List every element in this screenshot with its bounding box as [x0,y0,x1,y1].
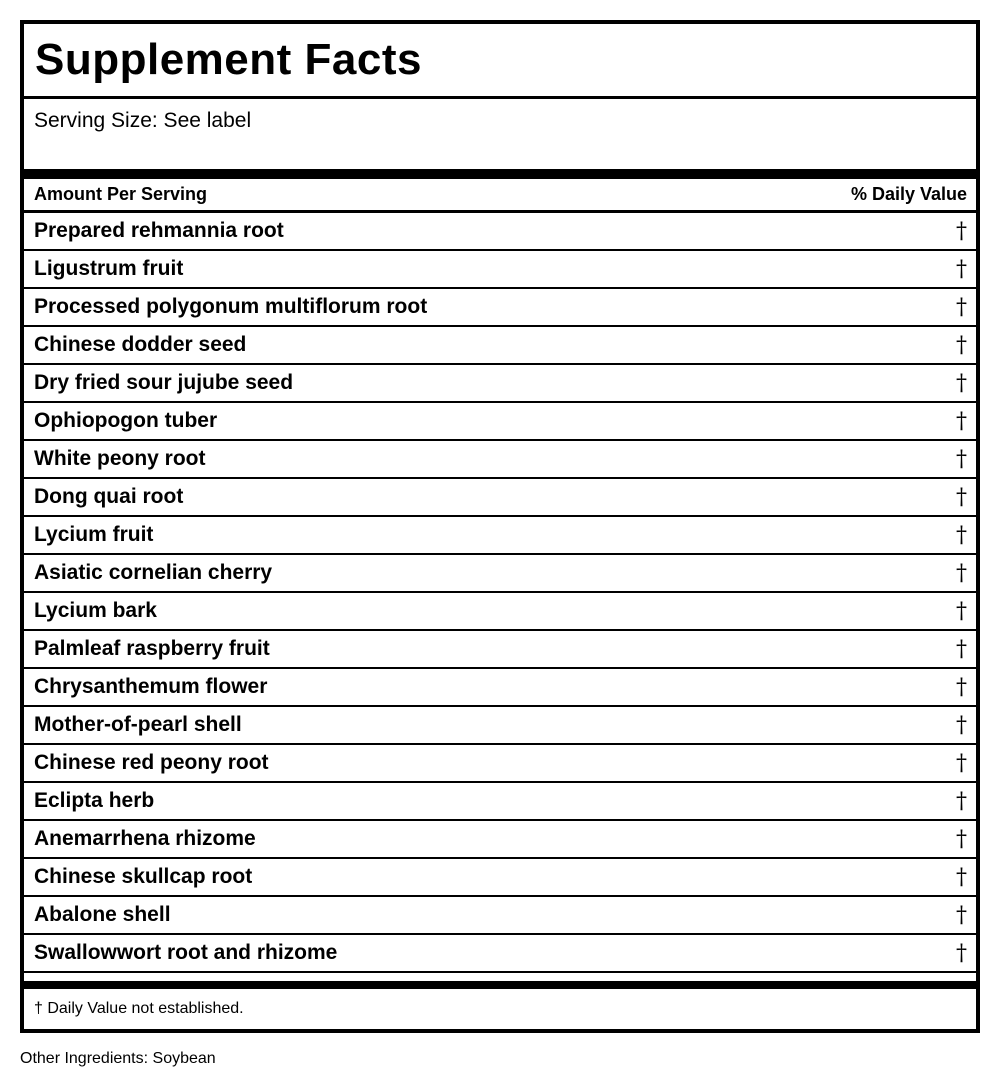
ingredient-row [24,403,976,441]
ingredient-row [24,707,976,745]
daily-value-dagger: † [956,750,967,776]
serving-size: Serving Size: See label [34,109,252,132]
ingredient-row [24,821,976,859]
ingredient-name: Abalone shell [34,903,171,926]
column-header-row [24,179,976,213]
daily-value-dagger: † [956,826,967,852]
ingredient-row [24,631,976,669]
ingredient-name: Eclipta herb [34,789,155,812]
daily-value-dagger: † [956,408,967,434]
ingredient-row [24,479,976,517]
ingredient-name: Palmleaf raspberry fruit [34,637,270,660]
daily-value-dagger: † [956,218,967,244]
ingredient-row [24,745,976,783]
daily-value-dagger: † [956,788,967,814]
ingredient-name: Dry fried sour jujube seed [34,371,294,394]
panel-title: Supplement Facts [24,24,976,99]
amount-per-serving-header: Amount Per Serving [34,184,208,204]
ingredient-name: Processed polygonum multiflorum root [34,295,428,318]
ingredient-row [24,365,976,403]
ingredient-row [24,555,976,593]
daily-value-header: % Daily Value [850,184,967,204]
ingredient-name: Asiatic cornelian cherry [34,561,273,584]
daily-value-dagger: † [956,522,967,548]
ingredient-row [24,327,976,365]
ingredient-name: Ligustrum fruit [34,257,184,280]
ingredient-name: Lycium bark [34,599,157,622]
daily-value-dagger: † [956,598,967,624]
daily-value-dagger: † [956,864,967,890]
ingredient-name: Chinese red peony root [34,751,269,774]
ingredient-row [24,593,976,631]
ingredient-name: White peony root [34,447,206,470]
other-ingredients: Other Ingredients: Soybean [20,1050,216,1067]
ingredient-name: Chinese dodder seed [34,333,247,356]
ingredient-row [24,213,976,251]
ingredient-name: Chrysanthemum flower [34,675,268,698]
daily-value-dagger: † [956,484,967,510]
ingredient-name: Swallowwort root and rhizome [34,941,338,964]
ingredient-name: Dong quai root [34,485,184,508]
daily-value-dagger: † [956,902,967,928]
daily-value-dagger: † [956,560,967,586]
ingredient-name: Mother-of-pearl shell [34,713,242,736]
ingredient-row [24,935,976,973]
ingredient-name: Anemarrhena rhizome [34,827,256,850]
ingredient-row [24,669,976,707]
supplement-facts-panel [20,20,980,1033]
daily-value-dagger: † [956,332,967,358]
ingredient-row [24,897,976,935]
ingredient-name: Prepared rehmannia root [34,219,284,242]
daily-value-dagger: † [956,370,967,396]
daily-value-dagger: † [956,712,967,738]
ingredient-name: Lycium fruit [34,523,154,546]
ingredient-row [24,251,976,289]
ingredient-row [24,441,976,479]
daily-value-dagger: † [956,940,967,966]
daily-value-dagger: † [956,674,967,700]
thick-divider-bottom [24,981,976,989]
daily-value-dagger: † [956,294,967,320]
footnote: † Daily Value not established. [34,1000,244,1017]
daily-value-dagger: † [956,636,967,662]
ingredient-name: Chinese skullcap root [34,865,253,888]
daily-value-dagger: † [956,256,967,282]
ingredient-row [24,517,976,555]
ingredient-name: Ophiopogon tuber [34,409,218,432]
daily-value-dagger: † [956,446,967,472]
ingredient-row [24,783,976,821]
ingredient-row [24,859,976,897]
thick-divider-top [24,169,976,179]
ingredient-row [24,289,976,327]
ingredient-list [24,213,976,973]
